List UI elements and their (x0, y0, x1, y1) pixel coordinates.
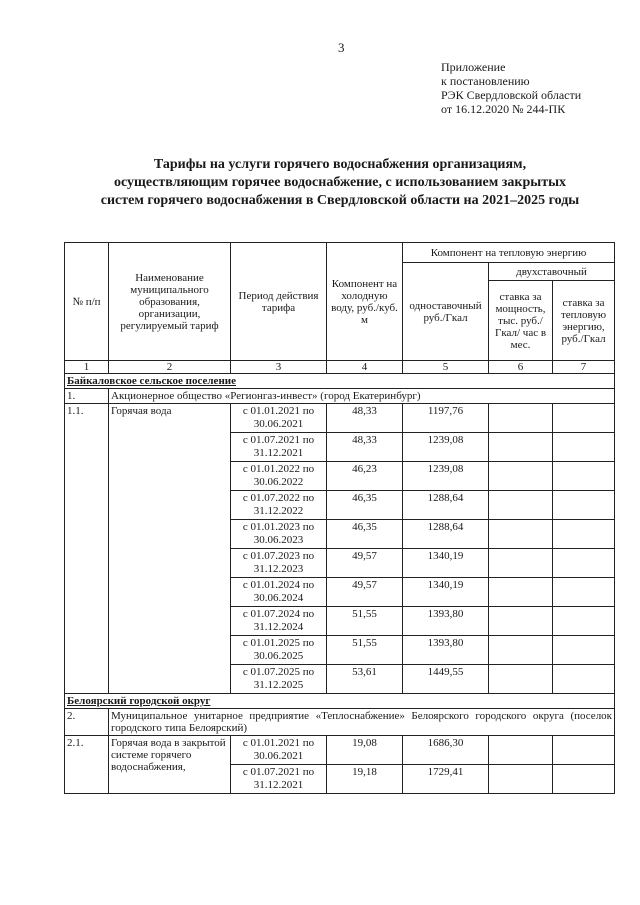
energy-cell (553, 665, 615, 694)
energy-cell (553, 578, 615, 607)
table-row (65, 404, 615, 433)
org-number: 1. (65, 389, 109, 404)
period-cell: с 01.01.2024 по 30.06.2024 (231, 578, 327, 607)
appendix-block (441, 60, 581, 116)
period-cell: с 01.01.2025 по 30.06.2025 (231, 636, 327, 665)
cold-cell: 48,33 (327, 404, 403, 433)
header-period: Период действия тарифа (231, 243, 327, 361)
title-line: Тарифы на услуги горячего водоснабжения организациям, (153, 157, 527, 172)
one-rate-cell: 1239,08 (403, 462, 489, 491)
period-cell: с 01.01.2023 по 30.06.2023 (231, 520, 327, 549)
capacity-cell (489, 520, 553, 549)
item-name: Горячая вода (109, 404, 231, 694)
one-rate-cell: 1449,55 (403, 665, 489, 694)
period-cell: с 01.07.2021 по 31.12.2021 (231, 765, 327, 794)
org-name: Муниципальное унитарное предприятие «Теплоснабжение» Белоярского городского округа (поселок городского типа Белоярский) (109, 709, 615, 736)
one-rate-cell: 1393,80 (403, 607, 489, 636)
header-capacity: ставка за мощность, тыс. руб./Гкал/ час в мес. (489, 281, 553, 361)
one-rate-cell: 1340,19 (403, 549, 489, 578)
col-number: 1 (65, 361, 109, 374)
capacity-cell (489, 636, 553, 665)
capacity-cell (489, 578, 553, 607)
one-rate-cell: 1239,08 (403, 433, 489, 462)
col-number: 3 (231, 361, 327, 374)
item-number: 2.1. (65, 736, 109, 794)
col-number: 6 (489, 361, 553, 374)
capacity-cell (489, 665, 553, 694)
col-number: 2 (109, 361, 231, 374)
col-number: 5 (403, 361, 489, 374)
one-rate-cell: 1288,64 (403, 491, 489, 520)
org-number: 2. (65, 709, 109, 736)
energy-cell (553, 520, 615, 549)
one-rate-cell: 1288,64 (403, 520, 489, 549)
header-name: Наименование муниципального образования, организации, регулируемый тариф (109, 243, 231, 361)
col-number: 7 (553, 361, 615, 374)
table-row (65, 736, 615, 765)
one-rate-cell: 1729,41 (403, 765, 489, 794)
period-cell: с 01.07.2022 по 31.12.2022 (231, 491, 327, 520)
capacity-cell (489, 736, 553, 765)
energy-cell (553, 607, 615, 636)
cold-cell: 51,55 (327, 636, 403, 665)
capacity-cell (489, 404, 553, 433)
cold-cell: 46,23 (327, 462, 403, 491)
cold-cell: 51,55 (327, 607, 403, 636)
period-cell: с 01.07.2023 по 31.12.2023 (231, 549, 327, 578)
tariff-table (64, 242, 615, 794)
header-two-rate: двухставочный (489, 263, 615, 281)
header-heat: Компонент на тепловую энергию (403, 243, 615, 263)
capacity-cell (489, 549, 553, 578)
cold-cell: 19,18 (327, 765, 403, 794)
appendix-line: Приложение (441, 60, 506, 74)
energy-cell (553, 462, 615, 491)
page-number: 3 (338, 40, 345, 55)
energy-cell (553, 491, 615, 520)
energy-cell (553, 636, 615, 665)
period-cell: с 01.01.2022 по 30.06.2022 (231, 462, 327, 491)
cold-cell: 49,57 (327, 549, 403, 578)
cold-cell: 48,33 (327, 433, 403, 462)
item-number: 1.1. (65, 404, 109, 694)
capacity-cell (489, 607, 553, 636)
period-cell: с 01.01.2021 по 30.06.2021 (231, 736, 327, 765)
appendix-line: РЭК Свердловской области (441, 88, 582, 102)
appendix-line: к постановлению (441, 74, 530, 88)
energy-cell (553, 765, 615, 794)
header-one-rate: одноставочный руб./Гкал (403, 263, 489, 361)
title-line: систем горячего водоснабжения в Свердловской области на 2021–2025 годы (100, 193, 580, 208)
section-title: Байкаловское сельское поселение (65, 374, 615, 389)
one-rate-cell: 1393,80 (403, 636, 489, 665)
document-title (60, 156, 620, 210)
period-cell: с 01.01.2021 по 30.06.2021 (231, 404, 327, 433)
energy-cell (553, 549, 615, 578)
appendix-line: от 16.12.2020 № 244-ПК (441, 102, 566, 116)
energy-cell (553, 404, 615, 433)
period-cell: с 01.07.2024 по 31.12.2024 (231, 607, 327, 636)
capacity-cell (489, 433, 553, 462)
org-name: Акционерное общество «Регионгаз-инвест» (город Екатеринбург) (109, 389, 615, 404)
energy-cell (553, 433, 615, 462)
cold-cell: 49,57 (327, 578, 403, 607)
cold-cell: 46,35 (327, 491, 403, 520)
header-energy: ставка за тепловую энергию, руб./Гкал (553, 281, 615, 361)
period-cell: с 01.07.2021 по 31.12.2021 (231, 433, 327, 462)
title-line: осуществляющим горячее водоснабжение, с использованием закрытых (113, 175, 567, 190)
cold-cell: 53,61 (327, 665, 403, 694)
period-cell: с 01.07.2025 по 31.12.2025 (231, 665, 327, 694)
one-rate-cell: 1197,76 (403, 404, 489, 433)
capacity-cell (489, 491, 553, 520)
cold-cell: 19,08 (327, 736, 403, 765)
capacity-cell (489, 765, 553, 794)
header-cold: Компонент на холодную воду, руб./куб. м (327, 243, 403, 361)
cold-cell: 46,35 (327, 520, 403, 549)
item-name: Горячая вода в закрытой системе горячего водоснабжения, (109, 736, 231, 794)
one-rate-cell: 1340,19 (403, 578, 489, 607)
col-number: 4 (327, 361, 403, 374)
energy-cell (553, 736, 615, 765)
section-title: Белоярский городской округ (65, 694, 615, 709)
header-num: № п/п (65, 243, 109, 361)
capacity-cell (489, 462, 553, 491)
one-rate-cell: 1686,30 (403, 736, 489, 765)
